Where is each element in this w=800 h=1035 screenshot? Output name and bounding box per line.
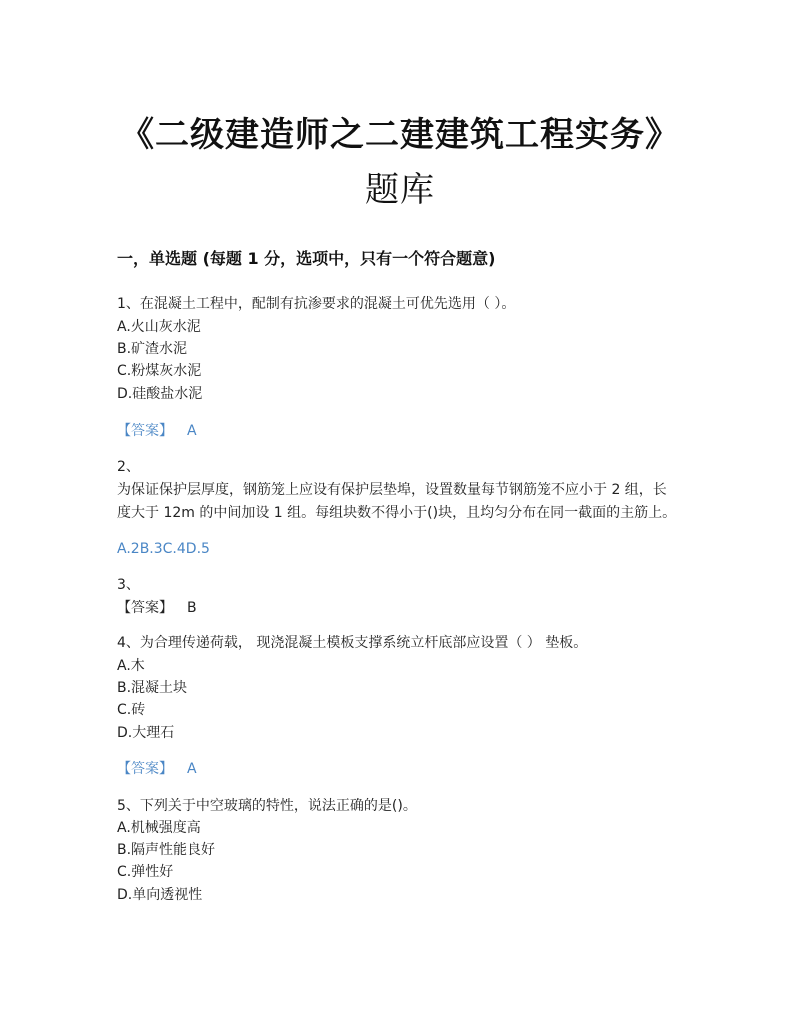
question-4-option-a: A.木 (117, 658, 145, 674)
question-2-stem-line-2: 度大于 12m 的中间加设 1 组。每组块数不得小于()块，且均匀分布在同一截面的主筋上。 (117, 505, 677, 521)
question-2-stem-line-1: 为保证保护层厚度，钢筋笼上应设有保护层垫埠，设置数量每节钢筋笼不应小于 2 组，长 (117, 482, 667, 498)
question-1-option-c: C.粉煤灰水泥 (117, 363, 202, 379)
question-2-number: 2、 (117, 459, 140, 475)
question-4-option-b: B.混凝土块 (117, 680, 188, 696)
answer-value: A (187, 423, 197, 439)
answer-label: 【答案】 (117, 423, 173, 439)
question-5-option-c: C.弹性好 (117, 864, 174, 880)
question-5-option-d: D.单向透视性 (117, 887, 203, 903)
question-1-option-d: D.硅酸盐水泥 (117, 386, 203, 402)
question-5-option-a: A.机械强度高 (117, 820, 201, 836)
question-4-option-d: D.大理石 (117, 725, 175, 741)
answer-label: 【答案】 (117, 600, 173, 616)
question-1-stem: 1、在混凝土工程中，配制有抗渗要求的混凝土可优先选用（ ）。 (117, 296, 516, 312)
document-title: 《二级建造师之二建建筑工程实务》 (120, 115, 680, 155)
question-3-answer (117, 597, 197, 619)
question-1-option-a: A.火山灰水泥 (117, 319, 201, 335)
answer-value: B (187, 600, 197, 616)
question-1-answer (117, 420, 197, 442)
document-subtitle: 题库 (365, 170, 435, 210)
question-5-option-b: B.隔声性能良好 (117, 842, 216, 858)
question-2-options: A.2B.3C.4D.5 (117, 541, 210, 557)
answer-value: A (187, 761, 197, 777)
answer-label: 【答案】 (117, 761, 173, 777)
question-3-number: 3、 (117, 577, 140, 593)
question-5-stem: 5、下列关于中空玻璃的特性，说法正确的是()。 (117, 798, 417, 814)
question-4-stem: 4、为合理传递荷载， 现浇混凝土模板支撑系统立杆底部应设置（ ） 垫板。 (117, 635, 588, 651)
section-heading: 一，单选题 (每题 1 分，选项中，只有一个符合题意) (117, 249, 496, 268)
question-1-option-b: B.矿渣水泥 (117, 341, 188, 357)
question-4-option-c: C.砖 (117, 702, 146, 718)
question-4-answer (117, 758, 197, 780)
